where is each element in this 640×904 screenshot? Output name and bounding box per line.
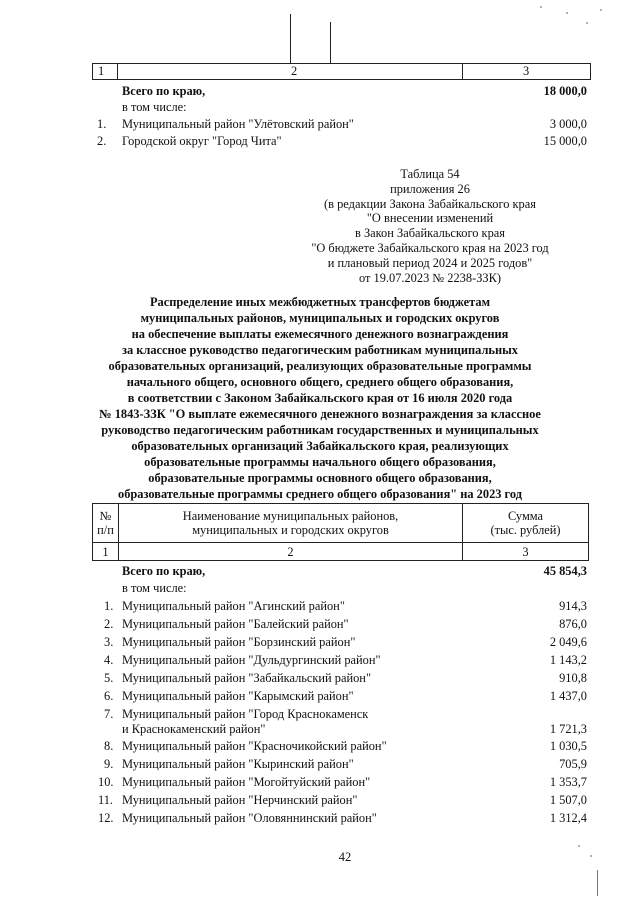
- row-value: 876,0: [559, 617, 587, 631]
- table-row: [0, 811, 640, 827]
- row-name: Муниципальный район "Оловяннинский район": [122, 811, 377, 825]
- appendix-line: и плановый период 2024 и 2025 годов": [327, 255, 533, 270]
- row-name: Муниципальный район "Красночикойский район": [122, 739, 387, 753]
- title-line: № 1843-ЗЗК "О выплате ежемесячного денежного вознаграждения за классное: [99, 407, 541, 421]
- appendix-line: в Закон Забайкальского края: [355, 226, 505, 241]
- row-num: 10.: [98, 775, 114, 789]
- title-line: начального общего, основного общего, среднего общего образования,: [126, 375, 514, 389]
- row-name-continued: и Краснокаменский район": [122, 722, 266, 736]
- top-total-label: Всего по краю,: [122, 84, 206, 98]
- row-value: 910,8: [559, 671, 587, 685]
- header-cell-name: [118, 503, 463, 543]
- row-name: Муниципальный район "Карымский район": [122, 689, 354, 703]
- top-row-num: 1.: [97, 117, 107, 131]
- row-value: 1 437,0: [549, 689, 587, 703]
- main-including-label: в том числе:: [122, 581, 187, 595]
- header-num-line: п/п: [97, 523, 114, 537]
- row-num: 6.: [104, 689, 114, 703]
- scan-speck: [578, 845, 580, 847]
- header-sum-line: (тыс. рублей): [490, 523, 561, 537]
- colnum-1: 1: [98, 64, 105, 78]
- main-total-value: 45 854,3: [543, 564, 587, 578]
- table-row: [0, 739, 640, 755]
- table-row: [0, 775, 640, 791]
- appendix-line: Таблица 54: [400, 167, 460, 181]
- top-row-name: Городской округ "Город Чита": [122, 134, 282, 148]
- row-name: Муниципальный район "Дульдургинский район": [122, 653, 381, 667]
- title-line: образовательные программы начального общего образования,: [144, 455, 496, 469]
- row-value: 1 721,3: [549, 722, 587, 736]
- row-name: Муниципальный район "Нерчинский район": [122, 793, 358, 807]
- colnum-1: 1: [102, 545, 109, 559]
- colnum-cell-3: [462, 542, 589, 561]
- top-table-colnum-divider: [117, 63, 118, 80]
- colnum-2: 2: [291, 64, 298, 78]
- row-name: Муниципальный район "Балейский район": [122, 617, 349, 631]
- row-num: 9.: [104, 757, 114, 771]
- document-title: [0, 294, 640, 502]
- title-line: муниципальных районов, муниципальных и городских округов: [140, 311, 500, 325]
- appendix-line: приложения 26: [390, 181, 470, 196]
- row-value: 705,9: [559, 757, 587, 771]
- row-num: 11.: [98, 793, 114, 807]
- top-total-value: 18 000,0: [543, 84, 587, 98]
- scan-speck: [600, 9, 602, 11]
- title-line: на обеспечение выплаты ежемесячного денежного вознаграждения: [131, 327, 509, 341]
- scan-speck: [566, 12, 568, 14]
- top-table-colnum-row: [92, 63, 591, 80]
- header-cell-sum: [462, 503, 589, 543]
- appendix-line: (в редакции Закона Забайкальского края: [324, 196, 536, 211]
- page-number: 42: [338, 850, 352, 864]
- title-line: образовательные программы среднего общего образования" на 2023 год: [118, 487, 522, 501]
- top-row-name: Муниципальный район "Улётовский район": [122, 117, 354, 131]
- row-value: 1 353,7: [549, 775, 587, 789]
- colnum-3: 3: [523, 64, 530, 78]
- row-num: 7.: [104, 707, 114, 721]
- title-line: за классное руководство педагогическим работникам муниципальных: [122, 343, 518, 357]
- column-divider-extension: [330, 22, 331, 64]
- row-value: 1 143,2: [549, 653, 587, 667]
- table-row: [0, 671, 640, 687]
- row-num: 4.: [104, 653, 114, 667]
- row-num: 12.: [98, 811, 114, 825]
- colnum-2: 2: [287, 545, 294, 559]
- top-table-colnum-divider: [462, 63, 463, 80]
- header-name-line: муниципальных и городских округов: [192, 523, 389, 537]
- scan-artifact-line: [597, 870, 598, 896]
- row-value: 1 030,5: [549, 739, 587, 753]
- row-value: 1 312,4: [549, 811, 587, 825]
- top-row-value: 3 000,0: [549, 117, 587, 131]
- row-num: 3.: [104, 635, 114, 649]
- row-name: Муниципальный район "Борзинский район": [122, 635, 356, 649]
- top-row-num: 2.: [97, 134, 107, 148]
- appendix-line: "О бюджете Забайкальского края на 2023 год: [311, 240, 549, 255]
- main-table-header: [92, 503, 589, 561]
- scan-speck: [540, 6, 542, 8]
- appendix-note: [290, 167, 570, 285]
- row-value: 2 049,6: [549, 635, 587, 649]
- appendix-line: от 19.07.2023 № 2238-ЗЗК): [358, 270, 502, 285]
- table-row: [0, 757, 640, 773]
- table-row: [0, 707, 640, 741]
- scan-speck: [586, 22, 588, 24]
- row-name: Муниципальный район "Агинский район": [122, 599, 345, 613]
- row-value: 914,3: [559, 599, 587, 613]
- row-num: 8.: [104, 739, 114, 753]
- table-row: [0, 599, 640, 615]
- row-name: Муниципальный район "Кыринский район": [122, 757, 354, 771]
- header-name-line: Наименование муниципальных районов,: [182, 509, 399, 523]
- table-row: [0, 793, 640, 809]
- title-line: образовательных организаций, реализующих образовательные программы: [108, 359, 532, 373]
- top-including-label: в том числе:: [122, 100, 187, 114]
- row-name: Муниципальный район "Забайкальский район": [122, 671, 371, 685]
- header-sum-line: Сумма: [507, 509, 544, 523]
- header-cell-num: [92, 503, 119, 543]
- row-num: 1.: [104, 599, 114, 613]
- row-value: 1 507,0: [549, 793, 587, 807]
- colnum-3: 3: [522, 545, 529, 559]
- table-row: [0, 617, 640, 633]
- table-row: [0, 635, 640, 651]
- table-row: [0, 653, 640, 669]
- top-row-value: 15 000,0: [543, 134, 587, 148]
- table-row: [0, 689, 640, 705]
- row-num: 5.: [104, 671, 114, 685]
- title-line: образовательные программы основного общего образования,: [148, 471, 492, 485]
- colnum-cell-1: [92, 542, 119, 561]
- appendix-line: "О внесении изменений: [366, 211, 494, 226]
- main-total-label: Всего по краю,: [122, 564, 206, 578]
- title-line: образовательных организаций Забайкальского края, реализующих: [131, 439, 509, 453]
- row-name: Муниципальный район "Могойтуйский район": [122, 775, 371, 789]
- colnum-cell-2: [118, 542, 463, 561]
- header-num-line: №: [99, 509, 112, 523]
- title-line: в соответствии с Законом Забайкальского края от 16 июля 2020 года: [127, 391, 513, 405]
- row-num: 2.: [104, 617, 114, 631]
- column-divider-extension: [290, 14, 291, 64]
- title-line: Распределение иных межбюджетных трансфертов бюджетам: [149, 295, 491, 309]
- row-name: Муниципальный район "Город Краснокаменск: [122, 707, 369, 721]
- title-line: руководство педагогическим работникам государственных и муниципальных: [101, 423, 539, 437]
